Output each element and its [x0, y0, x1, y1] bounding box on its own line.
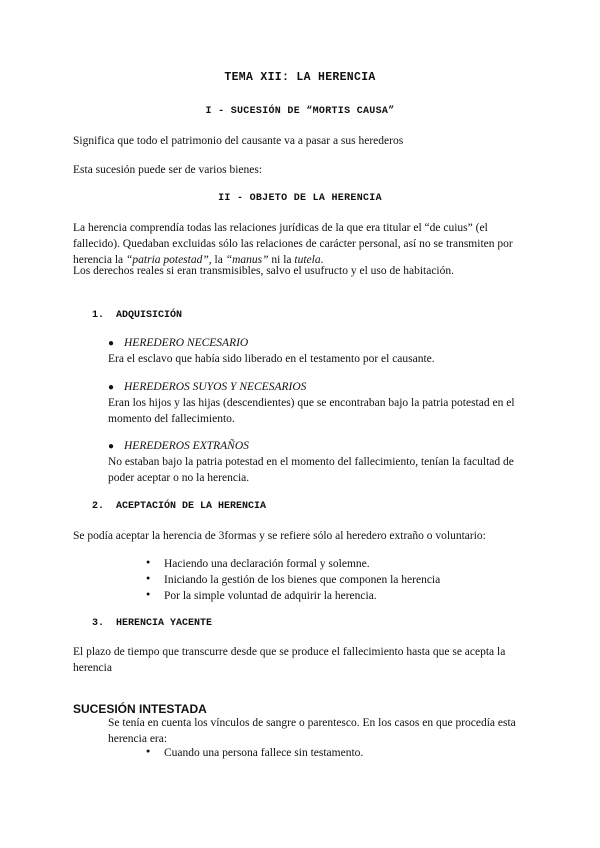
item-text: Era el esclavo que había sido liberado en el testamento por el causante. [108, 352, 435, 365]
paragraph-aceptacion-intro: Se podía aceptar la herencia de 3formas y se refiere sólo al heredero extraño o voluntario: [73, 530, 486, 542]
aceptacion-list [146, 557, 526, 605]
heading-number: 2. [92, 501, 105, 512]
term-patria-potestad: “patria potestad” [126, 253, 209, 266]
item-text: No estaban bajo la patria potestad en el momento del fallecimiento, tenían la facultad de poder aceptar o no la herencia. [108, 455, 514, 484]
paragraph-relaciones-juridicas: La herencia comprendía todas las relaciones jurídicas de la que era titular el “de cuius” (el fallecido). Quedaban excluidas sólo las relaciones de carácter personal, así no se transmiten por herencia la “patria potestad”, la “manus” ni la tutela. [73, 222, 513, 266]
heading-adquisicion [92, 309, 552, 323]
heading-label: HERENCIA YACENTE [116, 618, 213, 629]
adquisicion-item-extranos [108, 439, 533, 487]
term-tutela: tutela [294, 253, 321, 266]
term-manus: “manus” [225, 253, 269, 266]
item-text: Eran los hijos y las hijas (descendientes) que se encontraban bajo la patria potestad en el momento del fallecimiento. [108, 396, 515, 425]
list-item: ● Iniciando la gestión de los bienes que componen la herencia [146, 573, 526, 589]
item-title: HEREDEROS SUYOS Y NECESARIOS [124, 381, 307, 393]
adquisicion-item-necesario [108, 336, 533, 368]
section-heading-objeto: II - OBJETO DE LA HERENCIA [218, 193, 382, 204]
paragraph-patrimonio: Significa que todo el patrimonio del causante va a pasar a sus herederos [73, 135, 404, 147]
list-item: ● Haciendo una declaración formal y solemne. [146, 557, 526, 573]
intestada-list [146, 746, 526, 762]
paragraph-derechos-reales: Los derechos reales si eran transmisibles, salvo el usufructo y el uso de habitación. [73, 265, 454, 277]
paragraph-intestada: Se tenía en cuenta los vínculos de sangre o parentesco. En los casos en que procedía esta herencia era: [108, 717, 516, 745]
heading-aceptacion [92, 500, 552, 514]
list-item: ● Por la simple voluntad de adquirir la herencia. [146, 589, 526, 605]
heading-sucesion-intestada: SUCESIÓN INTESTADA [73, 702, 207, 716]
paragraph-yacente: El plazo de tiempo que transcurre desde que se produce el fallecimiento hasta que se acepta la herencia [73, 646, 506, 674]
heading-number: 3. [92, 618, 105, 629]
bullet-icon: ● [108, 338, 115, 349]
heading-number: 1. [92, 310, 105, 321]
bullet-icon: ● [108, 382, 115, 393]
item-title: HEREDERO NECESARIO [124, 337, 249, 349]
heading-label: ADQUISICIÓN [116, 310, 183, 321]
section-heading-mortis-causa: I - SUCESIÓN DE “MORTIS CAUSA” [205, 106, 395, 117]
page-title: TEMA XII: LA HERENCIA [224, 71, 376, 84]
list-item: ● Cuando una persona fallece sin testamento. [146, 746, 526, 762]
paragraph-varios-bienes: Esta sucesión puede ser de varios bienes: [73, 164, 263, 176]
bullet-icon: ● [108, 441, 115, 452]
item-title: HEREDEROS EXTRAÑOS [124, 440, 249, 452]
heading-label: ACEPTACIÓN DE LA HERENCIA [116, 501, 267, 512]
heading-yacente [92, 617, 552, 631]
adquisicion-item-suyos [108, 380, 533, 428]
